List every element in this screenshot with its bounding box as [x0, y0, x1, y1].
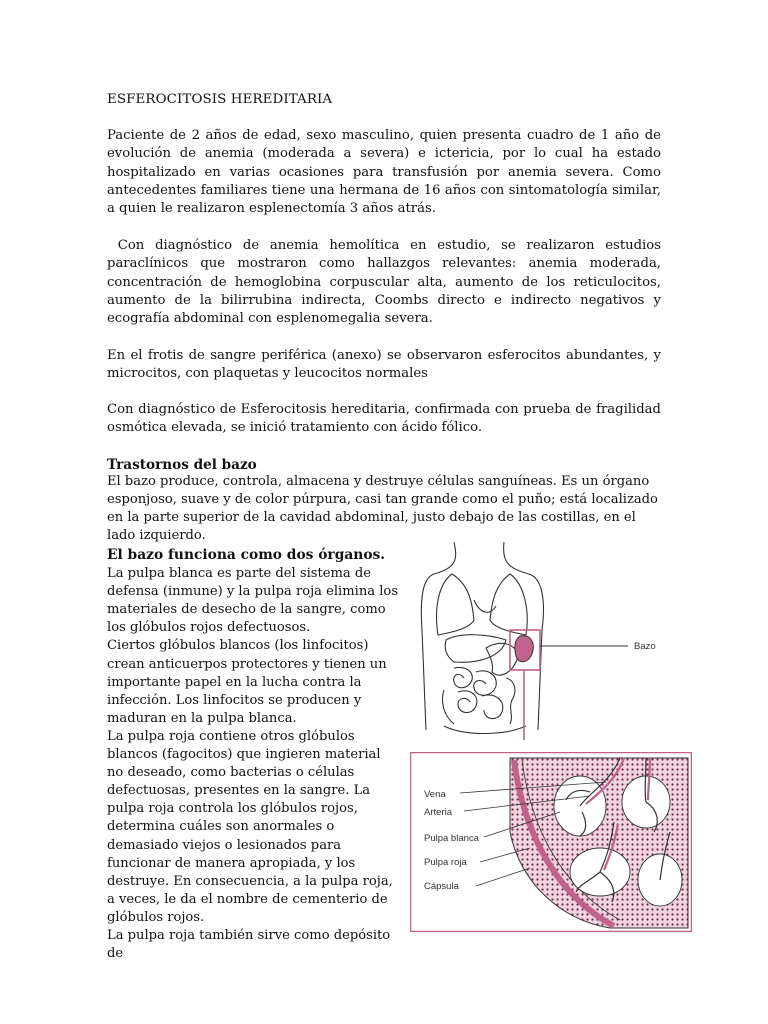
- section-heading: Trastornos del bazo: [107, 457, 257, 473]
- label-arteria: Arteria: [424, 807, 452, 818]
- column-paragraph-1: Ciertos glóbulos blancos (los linfocitos) crean anticuerpos protectores y tienen un importante papel en la lucha contra la infección. Los linfocitos se producen y maduran en la pulpa blanca.: [107, 638, 387, 726]
- spleen-label: Bazo: [634, 641, 656, 652]
- spleen-detail-illustration: [410, 752, 692, 932]
- column-lead: El bazo funciona como dos órganos.: [107, 547, 386, 563]
- case-paragraph-3: En el frotis de sangre periférica (anexo) se observaron esferocitos abundantes, y microcitos, con plaquetas y leucocitos normales: [107, 348, 661, 382]
- column-paragraph-3: La pulpa roja también sirve como depósito de: [107, 927, 391, 962]
- column-lead-paragraph: [107, 546, 400, 637]
- label-capsula: Cápsula: [424, 881, 459, 892]
- column-paragraph-2: La pulpa roja contiene otros glóbulos blancos (fagocitos) que ingieren material no deseado, como bacterias o células defectuosas, presentes en la sangre. La pulpa roja controla los glóbulos rojos, determina cuáles son anormales o demasiado viejos o lesionados para funcionar de manera apropiada, y los destruye. En consecuencia, a la pulpa roja, a veces, le da el nombre de cementerio de glóbulos rojos.: [107, 728, 393, 925]
- torso-illustration: [414, 540, 684, 740]
- label-pulpa-blanca: Pulpa blanca: [424, 833, 479, 844]
- case-paragraph-2: Con diagnóstico de anemia hemolítica en estudio, se realizaron estudios paraclínicos que mostraron como hallazgos relevantes: anemia moderada, concentración de hemoglobina corpuscular alta, aumento de los reticulocitos, aumento de la bilirrubina indirecta, Coombs directo e indirecto negativos y ecografía abdominal con esplenomegalia severa.: [107, 238, 666, 327]
- spleen-shape: [515, 636, 533, 662]
- case-paragraph-4: Con diagnóstico de Esferocitosis hereditaria, confirmada con prueba de fragilidad osmótica elevada, se inició tratamiento con ácido fólico.: [107, 402, 661, 436]
- column-lead-rest: La pulpa blanca es parte del sistema de defensa (inmune) y la pulpa roja elimina los materiales de desecho de la sangre, como los glóbulos rojos defectuosos.: [107, 566, 399, 636]
- case-paragraph-1: Paciente de 2 años de edad, sexo masculino, quien presenta cuadro de 1 año de evolución de anemia (moderada a severa) e ictericia, por lo cual ha estado hospitalizado en varias ocasiones para transfusión por anemia severa. Como antecedentes familiares tiene una hermana de 16 años con sintomatología similar, a quien le realizaron esplenectomía 3 años atrás.: [107, 128, 661, 217]
- document-title: ESFEROCITOSIS HEREDITARIA: [107, 92, 333, 107]
- text-column: [107, 546, 400, 963]
- label-pulpa-roja: Pulpa roja: [424, 857, 467, 868]
- section-intro: El bazo produce, controla, almacena y destruye células sanguíneas. Es un órgano esponjoso, suave y de color púrpura, casi tan grande como el puño; está localizado en la parte superior de la cavidad abdominal, justo debajo de las costillas, en el lado izquierdo.: [107, 474, 658, 544]
- label-vena: Vena: [424, 789, 446, 800]
